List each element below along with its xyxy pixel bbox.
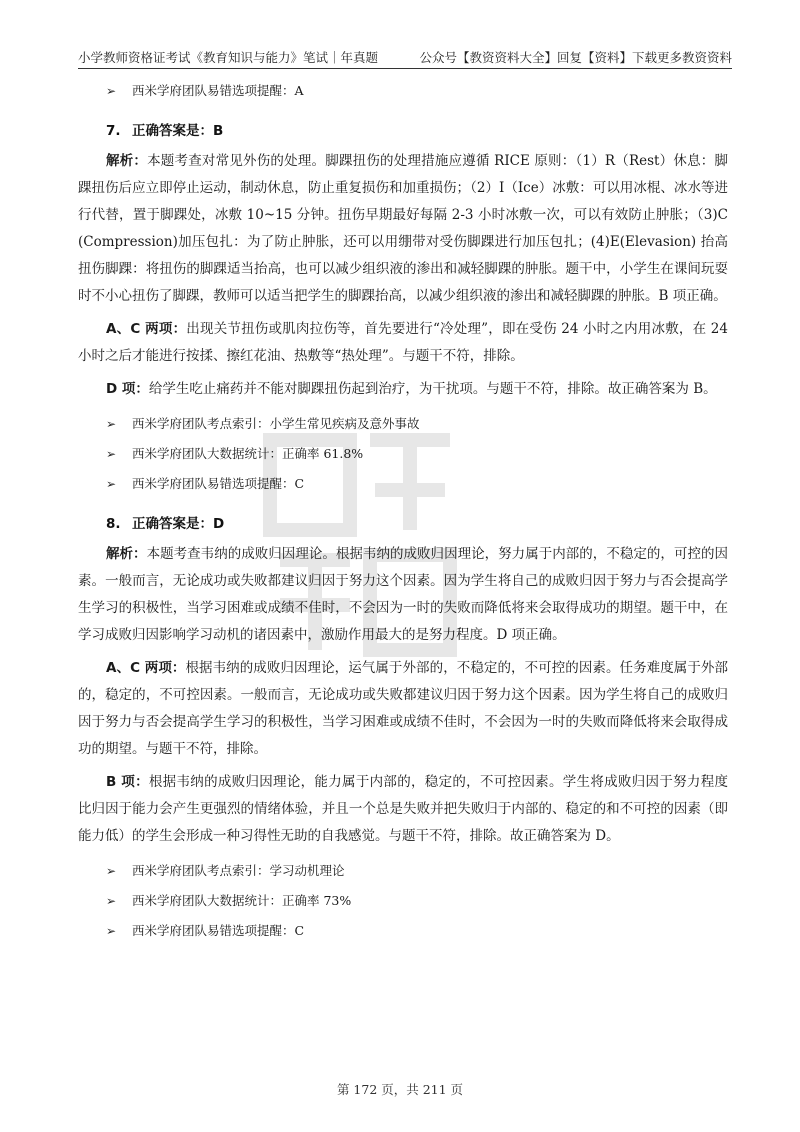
answer-text: 正确答案是：D — [132, 516, 225, 532]
option-b-paragraph — [78, 769, 728, 850]
list-item — [106, 856, 728, 886]
option-label: D 项： — [106, 381, 149, 397]
bullet-text: 西米学府团队大数据统计：正确率 61.8% — [132, 446, 364, 461]
option-label: B 项： — [106, 774, 149, 790]
option-label: A、C 两项： — [106, 321, 187, 337]
option-text: 根据韦纳的成败归因理论，运气属于外部的，不稳定的，不可控的因素。任务难度属于外部的，稳定的，不可控因素。一般而言，无论成功或失败都建议归因于努力这个因素。因为学生将自己的成败归因于努力与否会提高学生学习的积极性，当学习困难或成绩不佳时，不会因为一时的失败而降低将来会取得成功的期望。与题干不符，排除。 — [78, 660, 728, 757]
bullet-text: 西米学府团队易错选项提醒：C — [132, 476, 305, 491]
option-ac-paragraph — [78, 655, 728, 763]
analysis-text: 本题考查韦纳的成败归因理论。根据韦纳的成败归因理论，努力属于内部的，不稳定的，可控的因素。一般而言，无论成功或失败都建议归因于努力这个因素。因为学生将自己的成败归因于努力与否会提高学生学习的积极性，当学习困难或成绩不佳时，不会因为一时的失败而降低将来会取得成功的期望。题干中，在学习成败归因影响学习动机的诸因素中，激励作用最大的是努力程度。D 项正确。 — [78, 546, 729, 643]
analysis-paragraph — [78, 541, 728, 649]
arrow-bullet-icon: ➢ — [106, 477, 117, 491]
list-item — [106, 886, 728, 916]
bullet-text: 西米学府团队考点索引：小学生常见疾病及意外事故 — [132, 416, 420, 431]
option-d-paragraph — [78, 376, 728, 403]
arrow-bullet-icon: ➢ — [106, 864, 117, 878]
question-number: 8. — [106, 516, 121, 532]
arrow-bullet-icon: ➢ — [106, 447, 117, 461]
header-right-promo: 公众号【教资资料大全】回复【资料】下载更多教资资料 — [419, 50, 732, 65]
header-left-title: 小学教师资格证考试《教育知识与能力》笔试｜年真题 — [78, 50, 379, 65]
page-header — [78, 44, 732, 66]
header-rule — [78, 68, 732, 69]
answer-heading-q7 — [78, 120, 728, 142]
page-content — [78, 76, 728, 946]
bullet-text: 西米学府团队易错选项提醒：A — [132, 83, 304, 98]
option-text: 出现关节扭伤或肌肉拉伤等，首先要进行“冷处理”，即在受伤 24 小时之内用冰敷，在 24 小时之后才能进行按揉、擦红花油、热敷等“热处理”。与题干不符，排除。 — [78, 321, 728, 364]
option-text: 给学生吃止痛药并不能对脚踝扭伤起到治疗，为干扰项。与题干不符，排除。故正确答案为 B。 — [148, 381, 717, 397]
option-text: 根据韦纳的成败归因理论，能力属于内部的，稳定的，不可控因素。学生将成败归因于努力程度比归因于能力会产生更强烈的情绪体验，并且一个总是失败并把失败归于内部的、稳定的和不可控的因素（即能力低）的学生会形成一种习得性无助的自我感觉。与题干不符，排除。故正确答案为 D。 — [78, 774, 729, 844]
list-item — [106, 409, 728, 439]
answer-heading-q8 — [78, 513, 728, 535]
answer-text: 正确答案是：B — [132, 123, 224, 139]
list-item — [106, 76, 728, 106]
analysis-label: 解析： — [106, 546, 147, 562]
bullet-text: 西米学府团队易错选项提醒：C — [132, 923, 305, 938]
option-ac-paragraph — [78, 316, 728, 370]
option-label: A、C 两项： — [106, 660, 186, 676]
bullet-text: 西米学府团队考点索引：学习动机理论 — [132, 863, 345, 878]
arrow-bullet-icon: ➢ — [106, 924, 117, 938]
list-item — [106, 469, 728, 499]
arrow-bullet-icon: ➢ — [106, 417, 117, 431]
question-number: 7. — [106, 123, 121, 139]
list-item — [106, 439, 728, 469]
arrow-bullet-icon: ➢ — [106, 894, 117, 908]
analysis-label: 解析： — [106, 153, 148, 169]
list-item — [106, 916, 728, 946]
analysis-paragraph — [78, 148, 728, 310]
bullet-text: 西米学府团队大数据统计：正确率 73% — [132, 893, 352, 908]
arrow-bullet-icon: ➢ — [106, 84, 117, 98]
analysis-text: 本题考查对常见外伤的处理。脚踝扭伤的处理措施应遵循 RICE 原则：（1）R（Rest）休息：脚踝扭伤后应立即停止运动，制动休息，防止重复损伤和加重损伤；（2）I（Ice）冰敷：可以用冰棍、冰水等进行代替，置于脚踝处，冰敷 10~15 分钟。扭伤早期最好每隔 2-3 小时冰敷一次，可以有效防止肿胀；（3)C(Compression)加压包扎：为了防止肿胀，还可以用绷带对受伤脚踝进行加压包扎；(4)E(Elevasion) 抬高扭伤脚踝：将扭伤的脚踝适当抬高，也可以减少组织液的渗出和减轻脚踝的肿胀。题干中，小学生在课间玩耍时不小心扭伤了脚踝，教师可以适当把学生的脚踝抬高，以减少组织液的渗出和减轻脚踝的肿胀。B 项正确。 — [78, 153, 728, 304]
page-footer: 第 172 页，共 211 页 — [336, 1082, 464, 1097]
